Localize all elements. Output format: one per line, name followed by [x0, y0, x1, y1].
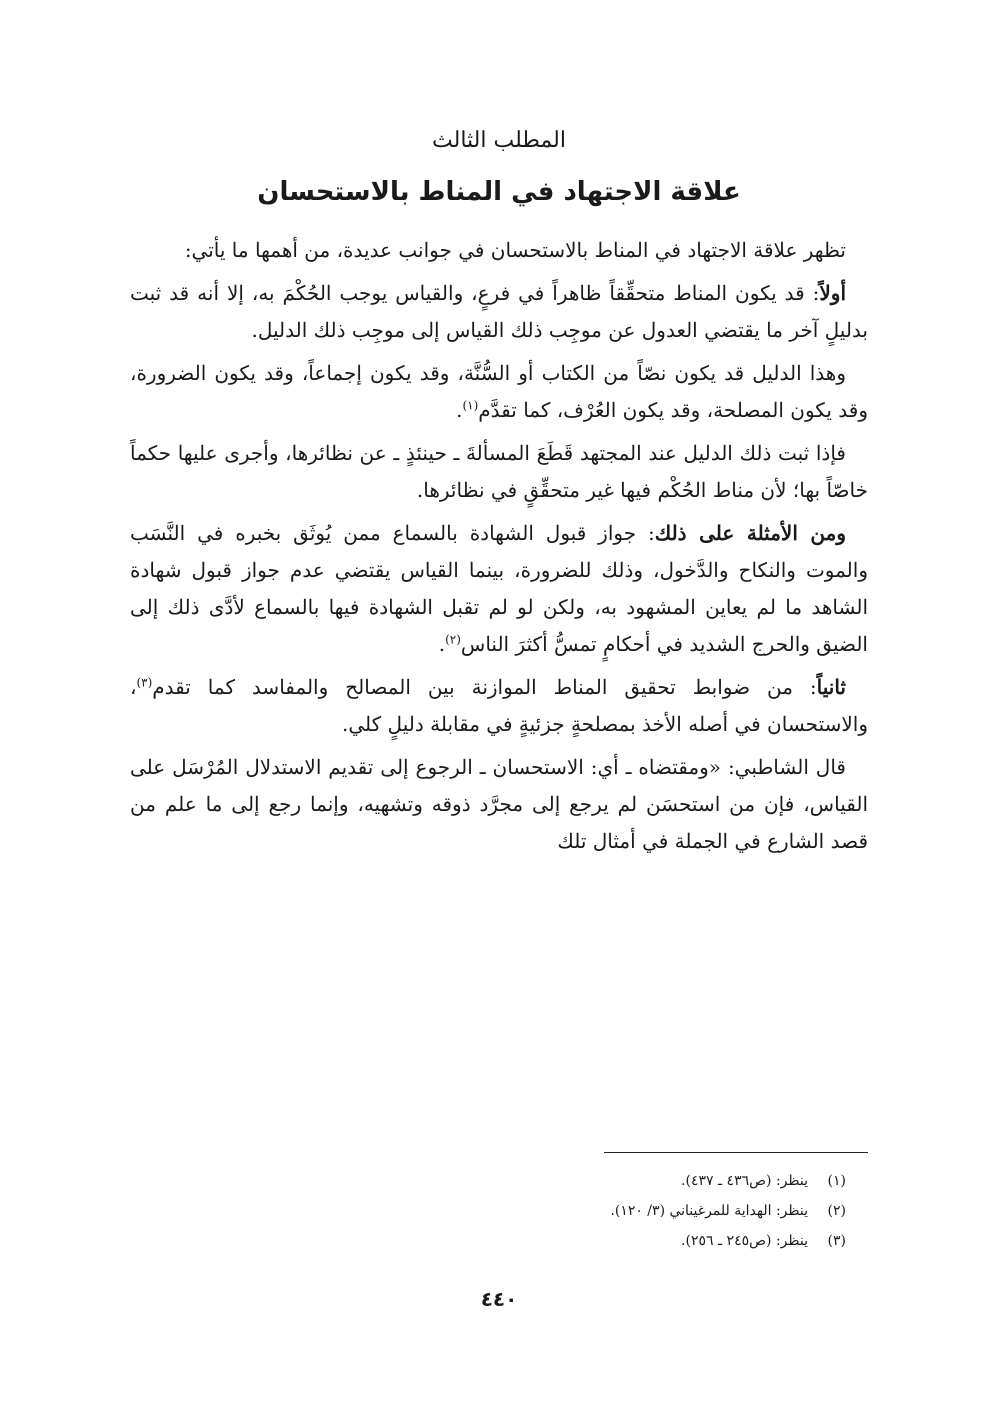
paragraph-example	[130, 515, 868, 663]
footnote-number: (٣)	[827, 1233, 846, 1249]
paragraph-text: : من ضوابط تحقيق المناط الموازنة بين المصالح والمفاسد كما تقدم	[152, 675, 817, 699]
paragraph-lead: أولاً	[819, 281, 846, 305]
paragraph-intro	[130, 232, 868, 269]
footnote-text: ينظر: (ص٢٤٥ ـ ٢٥٦).	[681, 1233, 808, 1249]
paragraph-tail: ، والاستحسان في أصله الأخذ بمصلحةٍ جزئيةٍ في مقابلة دليلٍ كلي.	[130, 675, 868, 736]
paragraph-text: وهذا الدليل قد يكون نصّاً من الكتاب أو السُّنَّة، وقد يكون إجماعاً، وقد يكون الضرورة، وقد يكون المصلحة، وقد يكون العُرْف، كما تقدَّم	[130, 361, 868, 422]
paragraph-shatibi-quote	[130, 749, 868, 860]
paragraph-lead: ومن الأمثلة على ذلك	[654, 521, 847, 545]
paragraph-consequence	[130, 435, 868, 509]
footnote-ref-3[interactable]: (٣)	[136, 675, 153, 690]
paragraph-text: : قد يكون المناط متحقِّقاً ظاهراً في فرعٍ، والقياس يوجب الحُكْمَ به، إلا أنه قد ثبت بدليلٍ آخر ما يقتضي العدول عن موجِب ذلك القياس إلى موجِب ذلك الدليل.	[130, 281, 868, 342]
footnote-item	[130, 1196, 868, 1226]
page-title: علاقة الاجتهاد في المناط بالاستحسان	[257, 177, 741, 207]
footnote-ref-1[interactable]: (١)	[462, 398, 479, 413]
footnote-ref-2[interactable]: (٢)	[445, 632, 461, 647]
paragraph-tail: .	[456, 398, 463, 422]
document-page	[130, 0, 868, 1417]
paragraph-text: تظهر علاقة الاجتهاد في المناط بالاستحسان في جوانب عديدة، من أهمها ما يأتي:	[184, 238, 846, 262]
paragraph-first-point	[130, 275, 868, 349]
paragraph-evidence-types	[130, 355, 868, 429]
paragraph-tail: .	[438, 632, 446, 656]
paragraph-text: فإذا ثبت ذلك الدليل عند المجتهد قَطَعَ المسألةَ ـ حينئذٍ ـ عن نظائرها، وأجرى عليها حكماً خاصّاً بها؛ لأن مناط الحُكْم فيها غير متحقِّقٍ في نظائرها.	[130, 441, 868, 502]
footnote-divider	[604, 1152, 868, 1153]
footnote-item	[130, 1166, 868, 1196]
footnote-text: ينظر: (ص٤٣٦ ـ ٤٣٧).	[681, 1173, 808, 1189]
section-label: المطلب الثالث	[432, 128, 566, 153]
paragraph-lead: ثانياً	[816, 675, 846, 699]
footnote-text: ينظر: الهداية للمرغيناني (٣/ ١٢٠).	[610, 1203, 808, 1219]
footnote-item	[130, 1226, 868, 1256]
paragraph-text: قال الشاطبي: «ومقتضاه ـ أي: الاستحسان ـ الرجوع إلى تقديم الاستدلال المُرْسَل على القياس، فإن من استحسَن لم يرجع إلى مجرَّد ذوقه وتشهيه، وإنما رجع إلى ما علم من قصد الشارع في الجملة في أمثال تلك	[130, 755, 868, 853]
footnotes	[130, 1166, 868, 1256]
footnote-number: (١)	[827, 1173, 846, 1189]
page-number: ٤٤٠	[480, 1287, 518, 1311]
paragraph-second-point	[130, 669, 868, 743]
body-text	[130, 232, 868, 866]
footnote-number: (٢)	[827, 1203, 846, 1219]
paragraph-text: : جواز قبول الشهادة بالسماع ممن يُوثَق بخبره في النَّسَب والموت والنكاح والدَّخول، وذلك للضرورة، بينما القياس يقتضي عدم جواز قبول شهادة الشاهد ما لم يعاين المشهود به، ولكن لو لم تقبل الشهادة فيها بالسماع لأدَّى ذلك إلى الضيق والحرج الشديد في أحكامٍ تمسُّ أكثرَ الناس	[130, 521, 868, 656]
